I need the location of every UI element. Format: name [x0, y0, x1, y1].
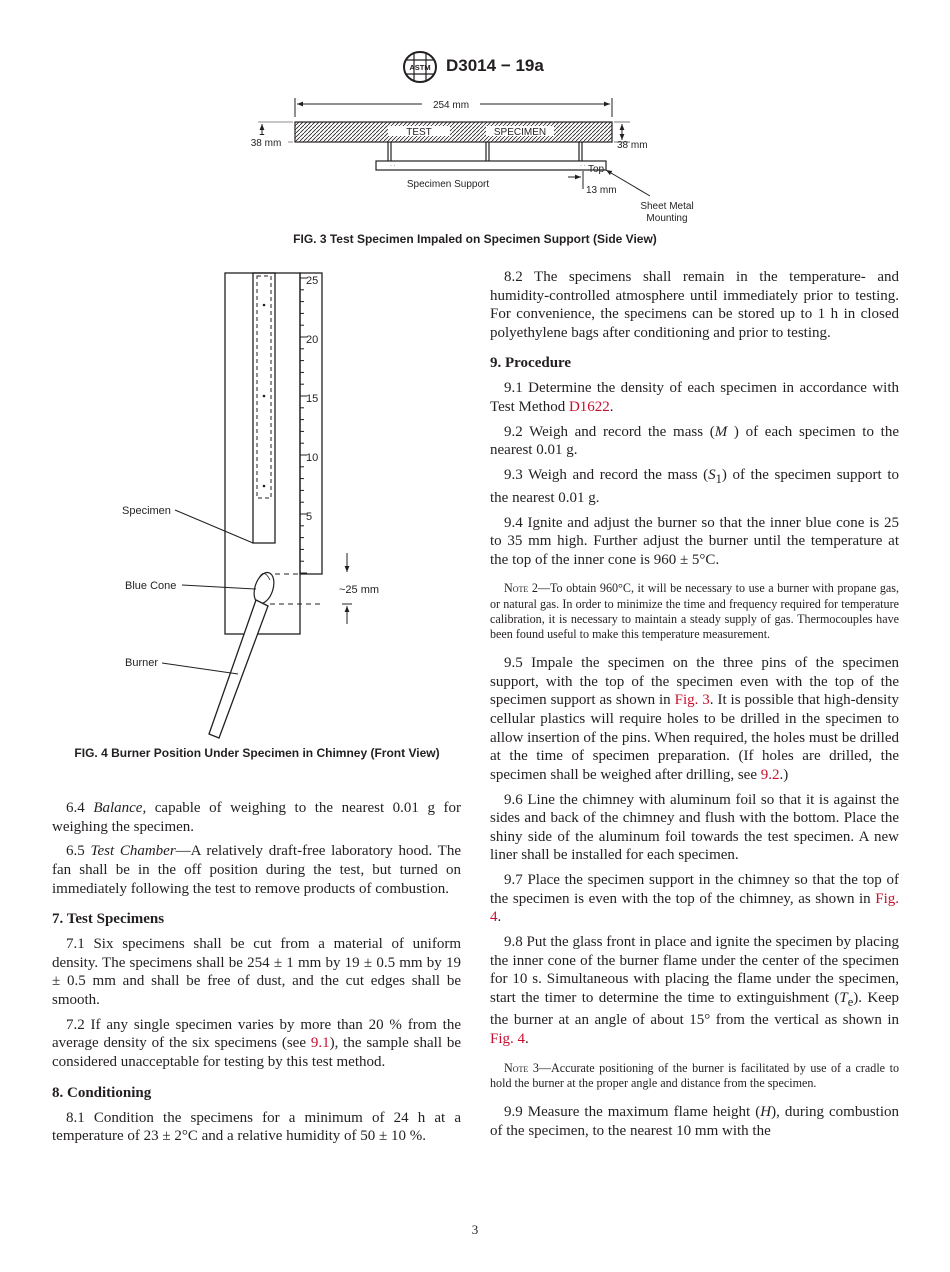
astm-logo	[402, 50, 438, 84]
link-9-2[interactable]: 9.2	[760, 766, 780, 783]
fig3-mounting-label-2: Mounting	[646, 213, 688, 224]
page-header	[0, 50, 950, 86]
page-number: 3	[471, 1222, 479, 1237]
fig3-specimen-label-right: SPECIMEN	[493, 127, 547, 138]
section-7-1: 7.1 Six specimens shall be cut from a material of uniform density. The specimens shall be 254 ± 1 mm by 19 ± 0.5 mm by 19 ± 0.5 mm and shall be free of dust, and the cut edges shall be smooth.	[52, 936, 461, 1009]
fig4-scale-15: 15	[306, 393, 319, 405]
link-d1622[interactable]: D1622	[568, 399, 610, 416]
fig3-support-label: Specimen Support	[406, 179, 490, 190]
left-column	[52, 799, 461, 1152]
link-fig-3[interactable]: Fig. 3	[674, 692, 710, 709]
note-2: Note 2—To obtain 960°C, it will be necessary to use a burner with propane gas, or natural gas. In order to minimize the time and frequency required for temperature calibration, it is necessary to maintain a steady supply of gas. Thermocouples have been found useful to make this temperature measurement.	[490, 581, 900, 641]
fig4-specimen	[253, 273, 275, 543]
fig4-distance-label: ~25 mm	[339, 584, 380, 596]
fig3-mounting-label-1: Sheet Metal	[640, 201, 694, 212]
section-9-4: 9.4 Ignite and adjust the burner so that the inner blue cone is 25 to 35 mm high. Further adjust the burner until the temperature at the top of the inner cone is 960 ± 5°C.	[490, 514, 899, 568]
section-7-2: 7.2 If any single specimen varies by more than 20 % from the average density of the six specimens (see 9.1), the sample shall be considered unacceptable for testing by this test method.	[52, 1016, 461, 1070]
section-8-2: 8.2 The specimens shall remain in the temperature- and humidity-controlled atmosphere until immediately prior to testing. For convenience, the specimens can be stored up to 1 h in closed polyethylene bags after conditioning and prior to testing.	[490, 269, 899, 341]
fig3-length-label: 254 mm	[432, 100, 470, 111]
section-9-5: 9.5 Impale the specimen on the three pins of the specimen support, with the top of the specimen even with the top of the specimen support as shown in Fig. 3. It is possible that high-density cellular plastics will require holes to be drilled in the specimen to allow insertion of the pins. When required, the holes must be drilled at the time of specimen preparation. (If holes are drilled, the specimen shall be weighed after drilling, see 9.2.)	[490, 655, 899, 783]
fig3-top-label: Top	[588, 164, 605, 175]
link-fig-4[interactable]: Fig. 4	[490, 890, 899, 926]
link-fig-4-second[interactable]: Fig. 4	[490, 1031, 526, 1048]
section-6-5: 6.5 Test Chamber—A relatively draft-free laboratory hood. The fan shall be in the off position during the test, but turned on immediately following the test to remove products of combustion.	[52, 843, 461, 897]
section-9-7: 9.7 Place the specimen support in the chimney so that the top of the specimen is even with the top of the chimney, as shown in Fig. 4.	[490, 872, 899, 926]
fig4-scale-20: 20	[306, 334, 319, 346]
fig4-scale-25: 25	[306, 275, 319, 287]
section-8-1: 8.1 Condition the specimens for a minimum of 24 h at a temperature of 23 ± 2°C and a relative humidity of 50 ± 10 %.	[52, 1109, 461, 1145]
fig4-scale-10: 10	[306, 452, 319, 464]
section-6-4: 6.4 Balance, capable of weighing to the nearest 0.01 g for weighing the specimen.	[52, 800, 462, 835]
figure-4-front-view	[110, 268, 400, 746]
svg-text:· ·: · ·	[390, 163, 396, 169]
heading-conditioning: 8. Conditioning	[52, 1084, 152, 1101]
section-9-1: 9.1 Determine the density of each specimen in accordance with Test Method D1622.	[490, 380, 899, 416]
section-9-3: 9.3 Weigh and record the mass $(S_1)$ of the specimen support to the nearest 0.01 g.	[490, 467, 899, 506]
svg-text:· ·: · ·	[580, 163, 586, 169]
fig3-gap-label: 13 mm	[586, 185, 617, 196]
section-9-9: 9.9 Measure the maximum flame height (H), during combustion of the specimen, to the nearest 10 mm with the	[490, 1104, 899, 1139]
fig4-blue-cone-label: Blue Cone	[125, 580, 177, 592]
link-9-1[interactable]: 9.1	[310, 1035, 330, 1052]
fig3-height-left-label: 38 mm	[250, 138, 282, 149]
fig3-height-right-label: 38 mm	[617, 140, 648, 151]
figure-3-side-view	[240, 93, 710, 228]
fig4-blue-cone	[250, 570, 277, 606]
section-9-2: 9.2 Weigh and record the mass (M ) of each specimen to the nearest 0.01 g.	[490, 423, 899, 459]
heading-test-specimens: 7. Test Specimens	[52, 911, 165, 928]
fig4-specimen-label: Specimen	[122, 505, 171, 517]
section-9-6: 9.6 Line the chimney with aluminum foil so that it is against the sides and back of the chimney and flush with the bottom. Place the shiny side of the aluminum foil towards the test specimen. A new liner shall be installed for each specimen.	[490, 791, 899, 864]
fig3-specimen-label-left: TEST	[406, 127, 432, 138]
fig4-burner-label: Burner	[125, 657, 159, 669]
right-column	[490, 268, 899, 1146]
figure-4-caption: FIG. 4 Burner Position Under Specimen in Chimney (Front View)	[74, 746, 440, 760]
fig3-specimen	[295, 122, 612, 142]
fig4-scale-bar	[300, 273, 322, 574]
note-3: Note 3—Accurate positioning of the burner is facilitated by use of a cradle to hold the burner at the proper angle and distance from the specimen.	[490, 1060, 900, 1090]
figure-3-caption: FIG. 3 Test Specimen Impaled on Specimen Support (Side View)	[293, 232, 657, 246]
section-9-8: 9.8 Put the glass front in place and ignite the specimen by placing the inner cone of the burner flame under the center of the specimen for 10 s. Simultaneous with placing the flame under the specimen, start the timer to determine the time to extinguishment $(T_e)$. Keep the burner at an angle of about 15° from the vertical as shown in Fig. 4.	[490, 934, 899, 1048]
fig4-chimney	[225, 273, 300, 634]
astm-logo-text: ASTM	[409, 63, 431, 72]
fig4-burner	[209, 600, 268, 738]
fig3-specimen-support	[376, 161, 606, 170]
standard-designation: D3014 − 19a	[446, 56, 544, 75]
heading-procedure: 9. Procedure	[490, 355, 572, 372]
fig4-scale-5: 5	[306, 511, 313, 523]
